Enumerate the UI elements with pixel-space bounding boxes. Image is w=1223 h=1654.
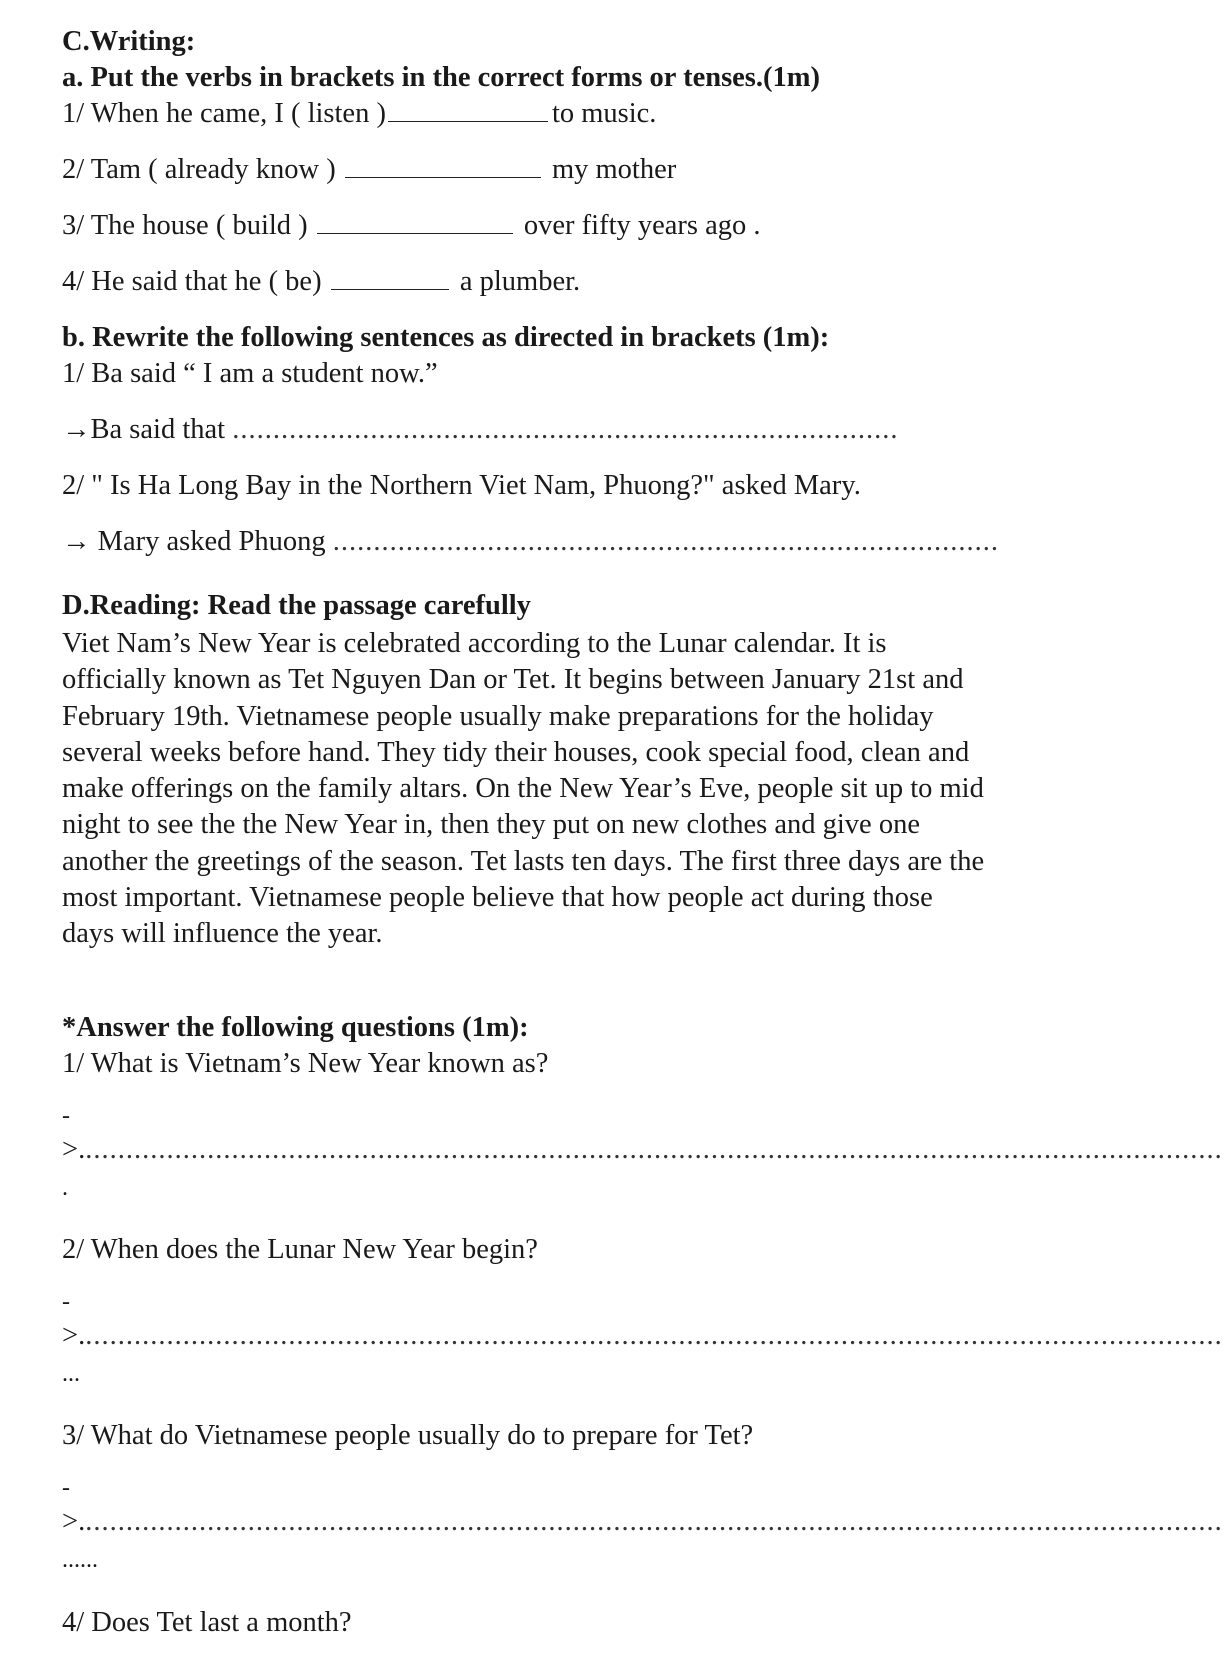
part-b-answer-1-dotted-line[interactable]: .................................................................................. (232, 414, 899, 445)
part-b-question-1: 1/ Ba said “ I am a student now.” (62, 358, 438, 389)
question-2-dotted-line[interactable]: ............................................................................................................................................ (85, 1320, 1223, 1351)
item-4-answer-blank[interactable] (331, 265, 449, 290)
question-2-arrow: >. (62, 1320, 86, 1351)
questions-title: *Answer the following questions (1m): (62, 1012, 529, 1043)
item-2-tail: my mother (551, 154, 677, 185)
item-1-prompt: 1/ When he came, I ( listen ) (62, 98, 386, 129)
question-1-dotted-line[interactable]: ............................................................................................................................................ (85, 1134, 1223, 1165)
question-3-arrow: >. (62, 1506, 86, 1537)
part-b-answer-2 (62, 524, 999, 560)
question-2: 2/ When does the Lunar New Year begin? (62, 1234, 538, 1265)
question-3-dotted-line[interactable]: ............................................................................................................................................ (85, 1506, 1223, 1537)
item-4-prompt: 4/ He said that he ( be) (62, 266, 322, 297)
writing-heading: C.Writing: (62, 26, 196, 57)
item-3-answer-blank[interactable] (317, 209, 513, 234)
part-b-answer-2-dotted-line[interactable]: .................................................................................. (332, 526, 999, 557)
part-a-title: a. Put the verbs in brackets in the correct forms or tenses.(1m) (62, 62, 820, 93)
part-b-answer-2-prompt: → Mary asked Phuong (62, 526, 326, 557)
question-1-dash: - (62, 1103, 70, 1129)
question-3-answer (62, 1504, 1223, 1540)
item-1-tail: to music. (551, 98, 657, 129)
question-2-dash: - (62, 1289, 70, 1315)
question-4: 4/ Does Tet last a month? (62, 1607, 352, 1638)
part-a-item-4 (62, 264, 580, 300)
item-3-prompt: 3/ The house ( build ) (62, 210, 308, 241)
item-4-tail: a plumber. (459, 266, 581, 297)
question-3: 3/ What do Vietnamese people usually do to prepare for Tet? (62, 1420, 754, 1451)
item-2-answer-blank[interactable] (345, 153, 541, 178)
part-a-item-3 (62, 208, 761, 244)
item-2-prompt: 2/ Tam ( already know ) (62, 154, 336, 185)
part-a-item-1 (62, 96, 656, 132)
part-b-answer-1 (62, 412, 899, 448)
reading-passage: Viet Nam’s New Year is celebrated according to the Lunar calendar. It is officially known as Tet Nguyen Dan or Tet. It begins between January 21st and February 19th. Vietnamese people usually make preparations for the holiday several weeks before hand. They tidy their houses, cook special food, clean and make offerings on the family altars. On the New Year’s Eve, people sit up to mid night to see the the New Year in, then they put on new clothes and give one another the greetings of the season. Tet lasts ten days. The first three days are the most important. Vietnamese people believe that how people act during those days will influence the year. (62, 628, 985, 950)
part-a-item-2 (62, 152, 676, 188)
question-3-dash: - (62, 1475, 70, 1501)
part-b-question-2: 2/ " Is Ha Long Bay in the Northern Viet Nam, Phuong?" asked Mary. (62, 470, 861, 501)
question-2-answer (62, 1318, 1223, 1354)
question-2-tail: ... (62, 1361, 80, 1387)
question-1: 1/ What is Vietnam’s New Year known as? (62, 1048, 549, 1079)
part-b-answer-1-prompt: →Ba said that (62, 414, 226, 445)
question-1-answer (62, 1132, 1223, 1168)
question-3-tail: ...... (62, 1547, 98, 1573)
item-1-answer-blank[interactable] (388, 97, 548, 122)
question-1-tail: . (62, 1175, 68, 1201)
item-3-tail: over fifty years ago . (523, 210, 761, 241)
reading-heading: D.Reading: Read the passage carefully (62, 590, 531, 621)
part-b-title: b. Rewrite the following sentences as directed in brackets (1m): (62, 322, 830, 353)
question-1-arrow: >. (62, 1134, 86, 1165)
